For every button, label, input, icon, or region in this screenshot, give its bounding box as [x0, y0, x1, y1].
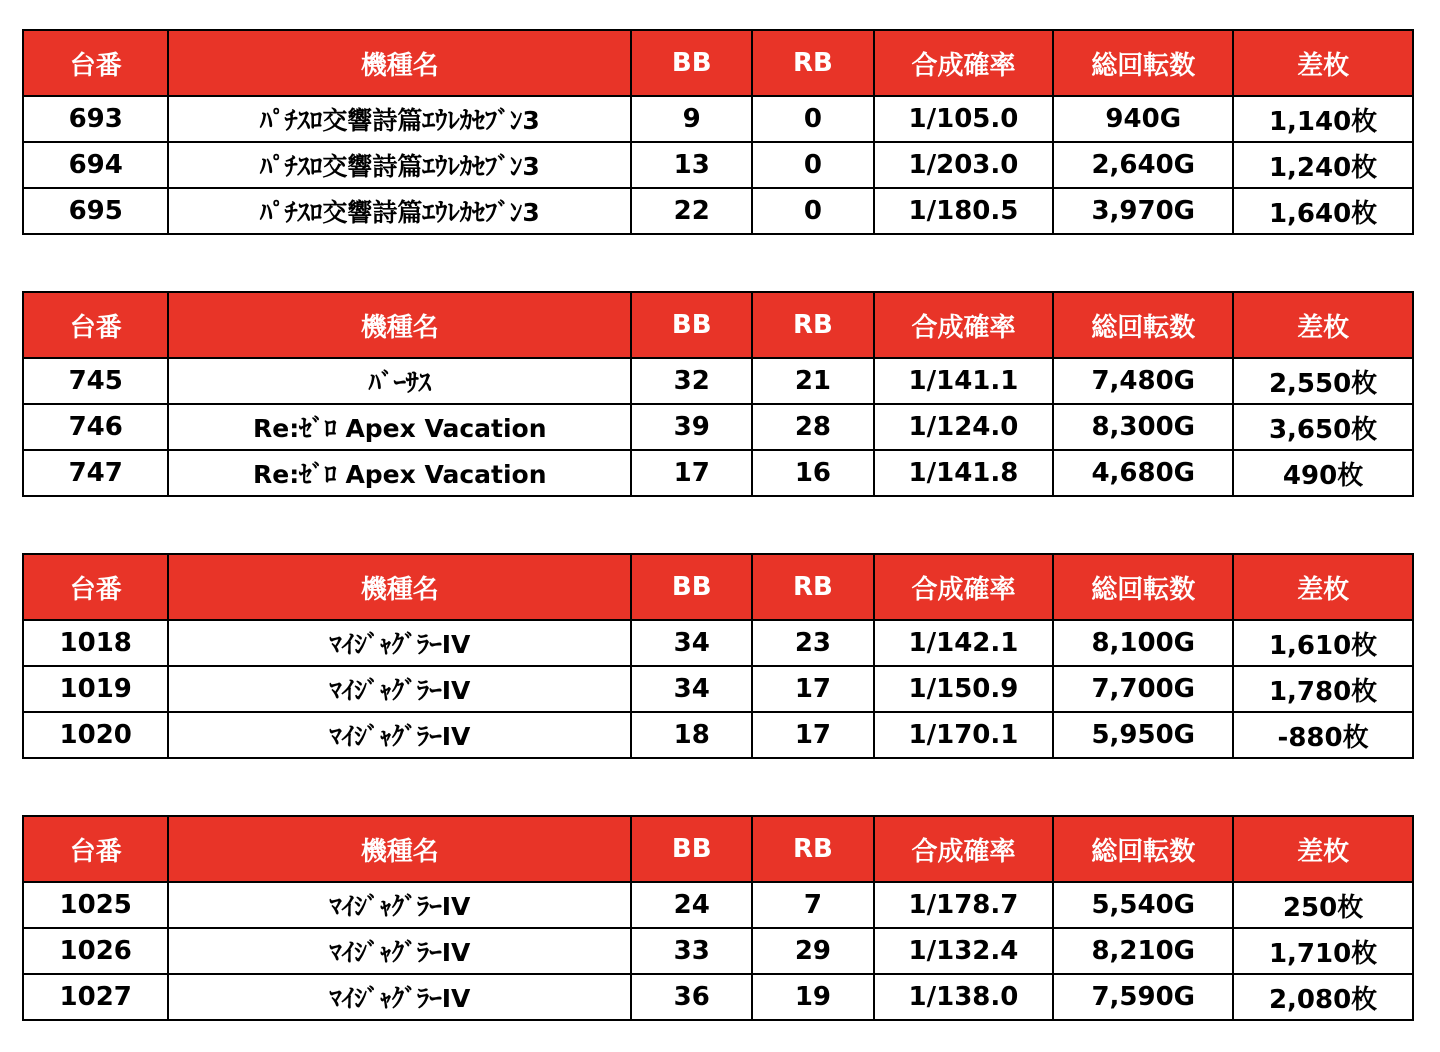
cell-rb: 0: [752, 188, 873, 234]
cell-model-name: ﾏｲｼﾞｬｸﾞﾗｰIV: [168, 974, 631, 1020]
table-row: [23, 620, 1413, 666]
header-machine-number: 台番: [23, 816, 168, 882]
cell-coin-difference: 2,080枚: [1233, 974, 1413, 1020]
header-total-spins: 総回転数: [1053, 30, 1233, 96]
cell-model-name: Re:ｾﾞﾛ Apex Vacation: [168, 404, 631, 450]
cell-total-spins: 8,210G: [1053, 928, 1233, 974]
header-total-spins: 総回転数: [1053, 816, 1233, 882]
table-header-row: [23, 30, 1413, 96]
cell-rb: 0: [752, 142, 873, 188]
header-machine-number: 台番: [23, 30, 168, 96]
cell-model-name: ﾏｲｼﾞｬｸﾞﾗｰIV: [168, 928, 631, 974]
cell-machine-number: 1019: [23, 666, 168, 712]
cell-bb: 22: [631, 188, 752, 234]
header-model-name: 機種名: [168, 554, 631, 620]
header-combined-probability: 合成確率: [874, 816, 1054, 882]
cell-machine-number: 1020: [23, 712, 168, 758]
table-row: [23, 882, 1413, 928]
header-rb: RB: [752, 554, 873, 620]
cell-combined-probability: 1/142.1: [874, 620, 1054, 666]
cell-coin-difference: 3,650枚: [1233, 404, 1413, 450]
header-bb: BB: [631, 816, 752, 882]
header-rb: RB: [752, 292, 873, 358]
cell-model-name: ﾊﾟﾁｽﾛ交響詩篇ｴｳﾚｶｾﾌﾞﾝ3: [168, 188, 631, 234]
machine-table-2: [22, 291, 1414, 497]
cell-bb: 33: [631, 928, 752, 974]
cell-combined-probability: 1/124.0: [874, 404, 1054, 450]
cell-machine-number: 747: [23, 450, 168, 496]
header-coin-difference: 差枚: [1233, 292, 1413, 358]
cell-coin-difference: 250枚: [1233, 882, 1413, 928]
table-row: [23, 404, 1413, 450]
header-bb: BB: [631, 292, 752, 358]
cell-combined-probability: 1/138.0: [874, 974, 1054, 1020]
cell-coin-difference: 490枚: [1233, 450, 1413, 496]
table-header-row: [23, 292, 1413, 358]
table-row: [23, 712, 1413, 758]
table-row: [23, 928, 1413, 974]
cell-combined-probability: 1/150.9: [874, 666, 1054, 712]
cell-coin-difference: 1,240枚: [1233, 142, 1413, 188]
header-model-name: 機種名: [168, 292, 631, 358]
cell-rb: 17: [752, 666, 873, 712]
cell-bb: 24: [631, 882, 752, 928]
cell-coin-difference: 1,780枚: [1233, 666, 1413, 712]
cell-machine-number: 1025: [23, 882, 168, 928]
cell-machine-number: 694: [23, 142, 168, 188]
table-row: [23, 188, 1413, 234]
cell-total-spins: 3,970G: [1053, 188, 1233, 234]
header-rb: RB: [752, 30, 873, 96]
header-bb: BB: [631, 30, 752, 96]
cell-bb: 34: [631, 620, 752, 666]
cell-machine-number: 1027: [23, 974, 168, 1020]
cell-total-spins: 8,100G: [1053, 620, 1233, 666]
table-row: [23, 666, 1413, 712]
cell-coin-difference: 1,710枚: [1233, 928, 1413, 974]
cell-total-spins: 4,680G: [1053, 450, 1233, 496]
cell-coin-difference: 1,140枚: [1233, 96, 1413, 142]
cell-total-spins: 5,950G: [1053, 712, 1233, 758]
cell-rb: 0: [752, 96, 873, 142]
cell-total-spins: 5,540G: [1053, 882, 1233, 928]
cell-rb: 28: [752, 404, 873, 450]
cell-rb: 17: [752, 712, 873, 758]
machine-table-1: [22, 29, 1414, 235]
cell-bb: 39: [631, 404, 752, 450]
cell-bb: 34: [631, 666, 752, 712]
cell-coin-difference: 1,610枚: [1233, 620, 1413, 666]
machine-table-3: [22, 553, 1414, 759]
cell-model-name: ﾏｲｼﾞｬｸﾞﾗｰIV: [168, 666, 631, 712]
cell-total-spins: 2,640G: [1053, 142, 1233, 188]
cell-bb: 18: [631, 712, 752, 758]
header-coin-difference: 差枚: [1233, 554, 1413, 620]
cell-bb: 36: [631, 974, 752, 1020]
cell-combined-probability: 1/141.1: [874, 358, 1054, 404]
cell-model-name: ﾏｲｼﾞｬｸﾞﾗｰIV: [168, 882, 631, 928]
cell-combined-probability: 1/141.8: [874, 450, 1054, 496]
cell-combined-probability: 1/170.1: [874, 712, 1054, 758]
cell-model-name: ﾊﾟﾁｽﾛ交響詩篇ｴｳﾚｶｾﾌﾞﾝ3: [168, 142, 631, 188]
table-row: [23, 450, 1413, 496]
header-combined-probability: 合成確率: [874, 30, 1054, 96]
table-row: [23, 96, 1413, 142]
cell-machine-number: 693: [23, 96, 168, 142]
cell-bb: 32: [631, 358, 752, 404]
cell-combined-probability: 1/178.7: [874, 882, 1054, 928]
cell-machine-number: 745: [23, 358, 168, 404]
cell-rb: 21: [752, 358, 873, 404]
cell-total-spins: 940G: [1053, 96, 1233, 142]
header-combined-probability: 合成確率: [874, 554, 1054, 620]
header-total-spins: 総回転数: [1053, 554, 1233, 620]
header-total-spins: 総回転数: [1053, 292, 1233, 358]
header-coin-difference: 差枚: [1233, 30, 1413, 96]
header-coin-difference: 差枚: [1233, 816, 1413, 882]
machine-table-4: [22, 815, 1414, 1021]
cell-combined-probability: 1/105.0: [874, 96, 1054, 142]
table-row: [23, 974, 1413, 1020]
cell-combined-probability: 1/203.0: [874, 142, 1054, 188]
table-header-row: [23, 554, 1413, 620]
cell-combined-probability: 1/180.5: [874, 188, 1054, 234]
cell-rb: 23: [752, 620, 873, 666]
header-machine-number: 台番: [23, 554, 168, 620]
header-model-name: 機種名: [168, 30, 631, 96]
cell-combined-probability: 1/132.4: [874, 928, 1054, 974]
table-row: [23, 358, 1413, 404]
cell-coin-difference: 2,550枚: [1233, 358, 1413, 404]
table-row: [23, 142, 1413, 188]
cell-bb: 9: [631, 96, 752, 142]
header-combined-probability: 合成確率: [874, 292, 1054, 358]
cell-total-spins: 7,700G: [1053, 666, 1233, 712]
header-rb: RB: [752, 816, 873, 882]
cell-bb: 13: [631, 142, 752, 188]
cell-coin-difference: -880枚: [1233, 712, 1413, 758]
cell-total-spins: 8,300G: [1053, 404, 1233, 450]
cell-rb: 29: [752, 928, 873, 974]
cell-model-name: Re:ｾﾞﾛ Apex Vacation: [168, 450, 631, 496]
table-header-row: [23, 816, 1413, 882]
cell-machine-number: 746: [23, 404, 168, 450]
cell-rb: 16: [752, 450, 873, 496]
cell-bb: 17: [631, 450, 752, 496]
cell-coin-difference: 1,640枚: [1233, 188, 1413, 234]
cell-rb: 19: [752, 974, 873, 1020]
cell-machine-number: 1018: [23, 620, 168, 666]
header-machine-number: 台番: [23, 292, 168, 358]
cell-machine-number: 1026: [23, 928, 168, 974]
cell-machine-number: 695: [23, 188, 168, 234]
header-bb: BB: [631, 554, 752, 620]
cell-total-spins: 7,480G: [1053, 358, 1233, 404]
cell-model-name: ﾊﾟﾁｽﾛ交響詩篇ｴｳﾚｶｾﾌﾞﾝ3: [168, 96, 631, 142]
cell-model-name: ﾏｲｼﾞｬｸﾞﾗｰIV: [168, 620, 631, 666]
cell-rb: 7: [752, 882, 873, 928]
cell-model-name: ﾏｲｼﾞｬｸﾞﾗｰIV: [168, 712, 631, 758]
cell-model-name: ﾊﾞｰｻｽ: [168, 358, 631, 404]
header-model-name: 機種名: [168, 816, 631, 882]
cell-total-spins: 7,590G: [1053, 974, 1233, 1020]
